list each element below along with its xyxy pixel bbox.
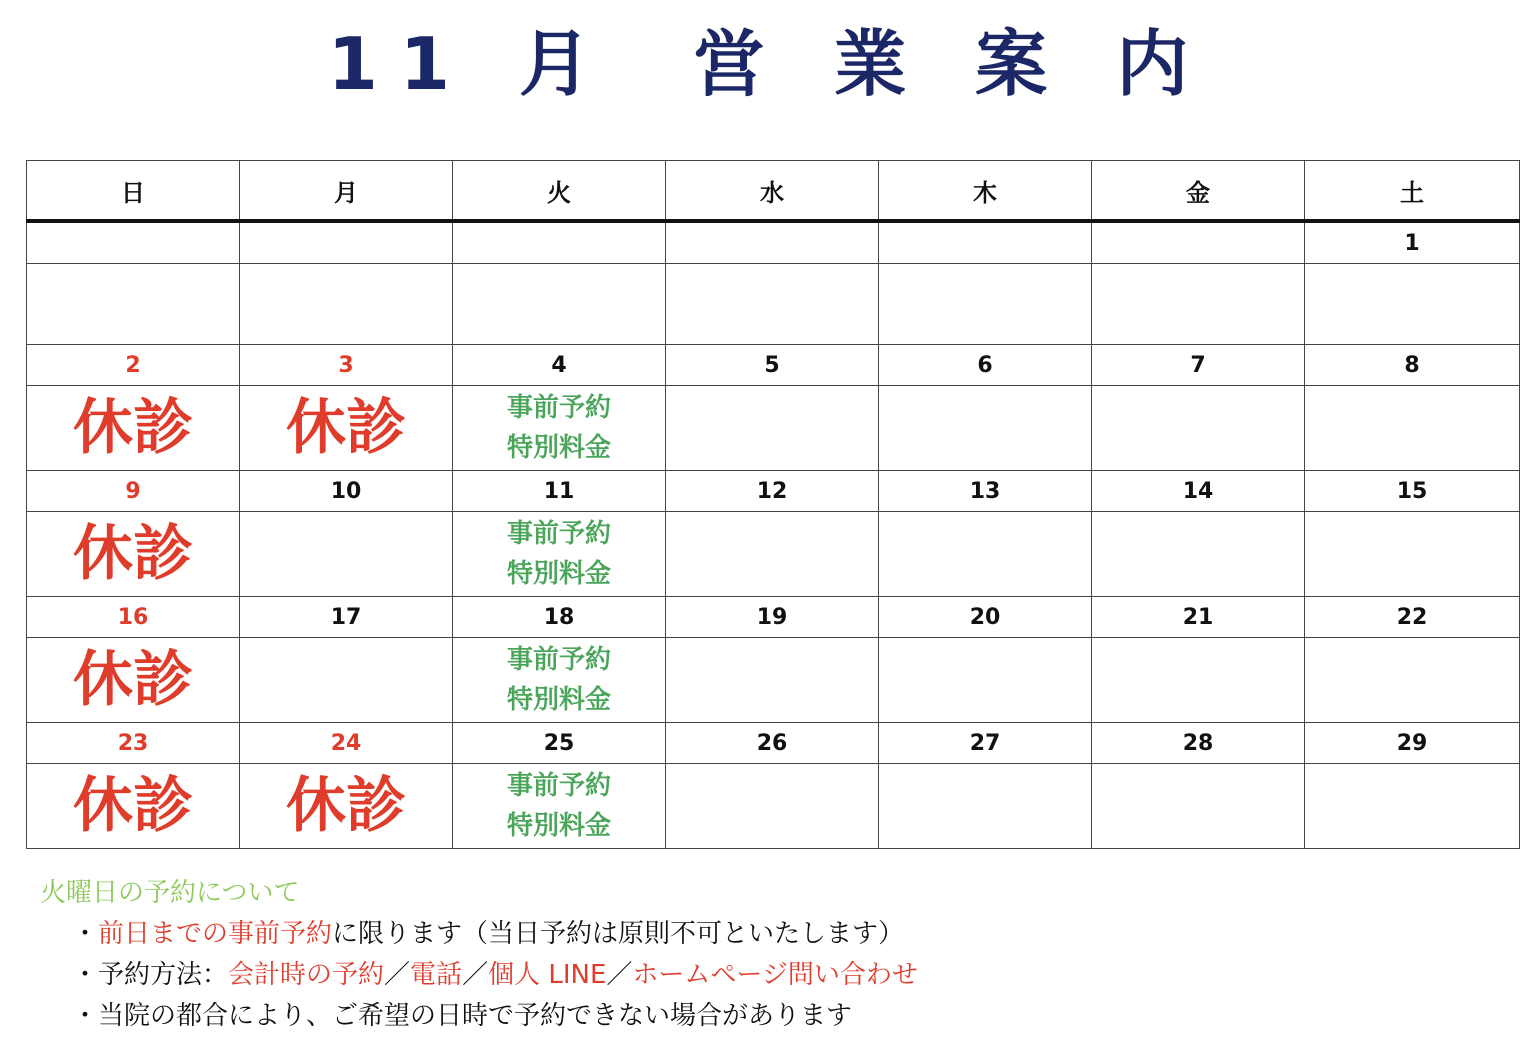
date-cell-thu: 27	[879, 723, 1092, 764]
special-fee-text: 特別料金	[506, 811, 611, 841]
note-highlight-text: 前日までの事前予約	[98, 919, 333, 949]
date-cell-tue: 25	[453, 723, 666, 764]
status-cell-tue	[453, 764, 666, 849]
special-fee-text: 特別料金	[506, 685, 611, 715]
note-item	[40, 914, 1490, 955]
page-title	[0, 14, 1538, 114]
date-cell-wed: 26	[666, 723, 879, 764]
advance-reservation-text: 事前予約	[506, 645, 611, 675]
closed-label: 休診	[73, 771, 193, 841]
title-month: 11 月	[327, 22, 614, 106]
date-cell-sat: 15	[1305, 471, 1520, 512]
advance-reservation-text: 事前予約	[506, 519, 611, 549]
status-cell-sun	[27, 386, 240, 471]
closed-label: 休診	[73, 393, 193, 463]
week-status-row	[27, 512, 1520, 597]
note-text: ・	[72, 919, 99, 949]
title-text: 営 業 案 内	[693, 22, 1211, 106]
note-text: ／	[462, 960, 489, 990]
status-cell-sat	[1305, 638, 1520, 723]
status-cell-thu	[879, 764, 1092, 849]
note-text: に限ります（当日予約は原則不可といたします）	[332, 919, 905, 949]
status-cell-fri	[1092, 264, 1305, 345]
date-cell-tue	[453, 221, 666, 264]
note-text: ／	[384, 960, 411, 990]
status-cell-mon	[240, 638, 453, 723]
status-cell-thu	[879, 512, 1092, 597]
date-cell-sat: 29	[1305, 723, 1520, 764]
weekday-wed: 水	[666, 161, 879, 222]
status-cell-sun	[27, 638, 240, 723]
note-text: ・当院の都合により、ご希望の日時で予約できない場合があります	[72, 1001, 853, 1031]
date-cell-tue: 11	[453, 471, 666, 512]
week-date-row	[27, 471, 1520, 512]
status-cell-tue	[453, 386, 666, 471]
note-item	[40, 955, 1490, 996]
note-highlight-text: ホームページ問い合わせ	[632, 960, 918, 990]
date-cell-mon: 24	[240, 723, 453, 764]
week-status-row	[27, 264, 1520, 345]
status-cell-sat	[1305, 264, 1520, 345]
weekday-mon: 月	[240, 161, 453, 222]
weekday-sat: 土	[1305, 161, 1520, 222]
status-cell-fri	[1092, 512, 1305, 597]
advance-reservation-text: 事前予約	[506, 771, 611, 801]
week-status-row	[27, 638, 1520, 723]
date-cell-fri: 28	[1092, 723, 1305, 764]
date-cell-thu: 13	[879, 471, 1092, 512]
special-fee-text: 特別料金	[506, 433, 611, 463]
calendar-table	[26, 160, 1520, 849]
date-cell-sun: 9	[27, 471, 240, 512]
status-cell-wed	[666, 638, 879, 723]
date-cell-wed: 19	[666, 597, 879, 638]
status-cell-mon	[240, 386, 453, 471]
date-cell-tue: 18	[453, 597, 666, 638]
status-cell-mon	[240, 512, 453, 597]
closed-label: 休診	[73, 519, 193, 589]
special-reservation-label	[453, 640, 665, 720]
status-cell-wed	[666, 264, 879, 345]
weekday-sun: 日	[27, 161, 240, 222]
special-fee-text: 特別料金	[506, 559, 611, 589]
status-cell-fri	[1092, 764, 1305, 849]
note-highlight-text: 会計時の予約	[228, 960, 385, 990]
closed-label: 休診	[73, 645, 193, 715]
date-cell-fri: 21	[1092, 597, 1305, 638]
status-cell-tue	[453, 264, 666, 345]
date-cell-wed	[666, 221, 879, 264]
date-cell-mon	[240, 221, 453, 264]
date-cell-sun: 2	[27, 345, 240, 386]
status-cell-sun	[27, 264, 240, 345]
status-cell-wed	[666, 764, 879, 849]
special-reservation-label	[453, 388, 665, 468]
date-cell-wed: 12	[666, 471, 879, 512]
date-cell-mon: 17	[240, 597, 453, 638]
week-date-row	[27, 597, 1520, 638]
advance-reservation-text: 事前予約	[506, 393, 611, 423]
week-date-row	[27, 345, 1520, 386]
week-status-row	[27, 764, 1520, 849]
status-cell-sat	[1305, 764, 1520, 849]
date-cell-wed: 5	[666, 345, 879, 386]
closed-label: 休診	[286, 393, 406, 463]
status-cell-wed	[666, 386, 879, 471]
weekday-tue: 火	[453, 161, 666, 222]
date-cell-fri: 7	[1092, 345, 1305, 386]
date-cell-thu: 20	[879, 597, 1092, 638]
status-cell-wed	[666, 512, 879, 597]
closed-label: 休診	[286, 771, 406, 841]
status-cell-sun	[27, 512, 240, 597]
date-cell-sat: 22	[1305, 597, 1520, 638]
status-cell-mon	[240, 764, 453, 849]
notes-heading: 火曜日の予約について	[40, 878, 300, 908]
status-cell-sat	[1305, 386, 1520, 471]
status-cell-tue	[453, 512, 666, 597]
note-highlight-text: 個人 LINE	[488, 960, 607, 990]
status-cell-thu	[879, 264, 1092, 345]
date-cell-tue: 4	[453, 345, 666, 386]
note-highlight-text: 電話	[410, 960, 463, 990]
status-cell-mon	[240, 264, 453, 345]
week-date-row	[27, 723, 1520, 764]
date-cell-sat: 8	[1305, 345, 1520, 386]
status-cell-tue	[453, 638, 666, 723]
date-cell-sun: 16	[27, 597, 240, 638]
status-cell-sun	[27, 764, 240, 849]
weekday-header-row	[27, 161, 1520, 222]
status-cell-sat	[1305, 512, 1520, 597]
week-date-row	[27, 221, 1520, 264]
status-cell-thu	[879, 638, 1092, 723]
date-cell-fri: 14	[1092, 471, 1305, 512]
date-cell-mon: 10	[240, 471, 453, 512]
date-cell-thu	[879, 221, 1092, 264]
date-cell-fri	[1092, 221, 1305, 264]
note-item	[40, 996, 1490, 1037]
date-cell-mon: 3	[240, 345, 453, 386]
date-cell-thu: 6	[879, 345, 1092, 386]
week-status-row	[27, 386, 1520, 471]
date-cell-sat: 1	[1305, 221, 1520, 264]
weekday-fri: 金	[1092, 161, 1305, 222]
date-cell-sun	[27, 221, 240, 264]
status-cell-fri	[1092, 638, 1305, 723]
note-text: ／	[606, 960, 633, 990]
date-cell-sun: 23	[27, 723, 240, 764]
special-reservation-label	[453, 766, 665, 846]
special-reservation-label	[453, 514, 665, 594]
weekday-thu: 木	[879, 161, 1092, 222]
note-text: ・予約方法：	[72, 960, 229, 990]
tuesday-reservation-notes	[40, 872, 1490, 1037]
status-cell-fri	[1092, 386, 1305, 471]
status-cell-thu	[879, 386, 1092, 471]
